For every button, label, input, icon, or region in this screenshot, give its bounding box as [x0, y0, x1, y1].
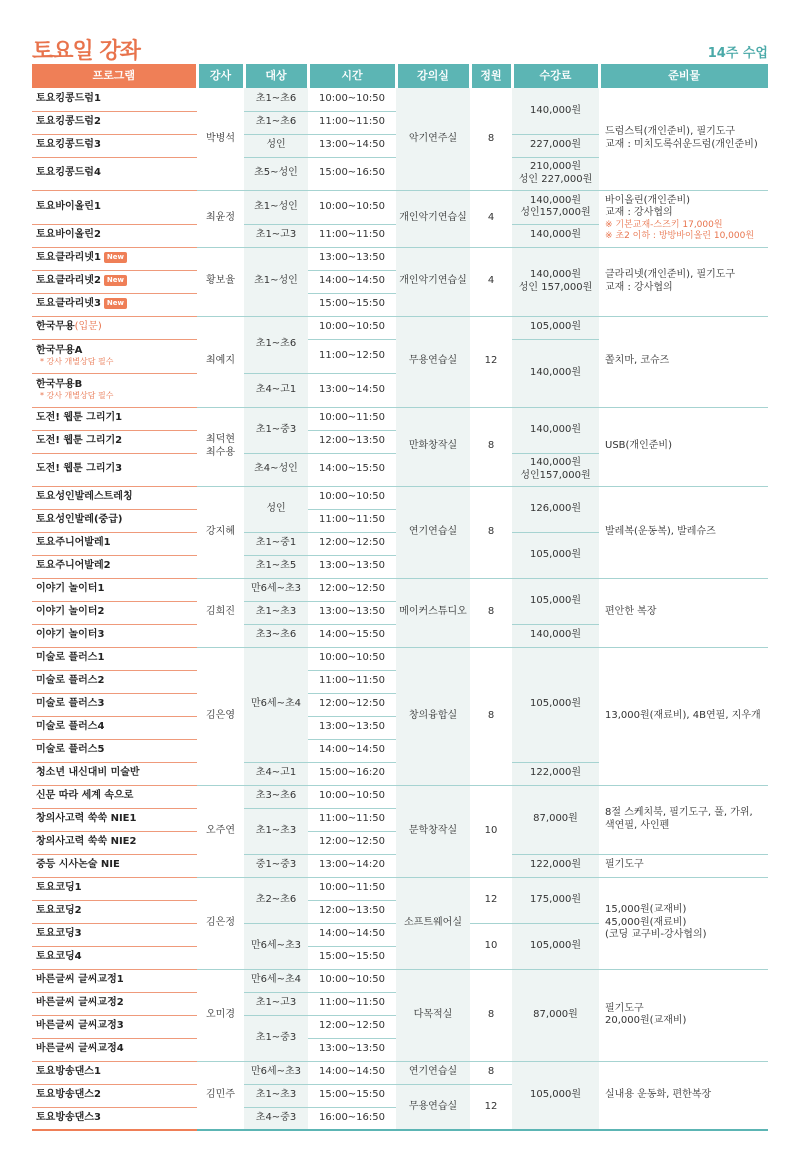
fee: [512, 453, 599, 486]
program-name: 이야기 놀이터2: [32, 601, 197, 624]
fee: 122,000원: [512, 854, 599, 877]
table-row: [32, 486, 768, 509]
time: 12:00~12:50: [308, 532, 396, 555]
fee: 105,000원: [512, 1061, 599, 1130]
room: 무용연습실: [396, 1084, 470, 1130]
target: 만6세~초4: [244, 647, 308, 762]
teacher: 김희진: [197, 578, 244, 647]
prep: 편안한 복장: [599, 578, 768, 647]
fee: 140,000원: [512, 224, 599, 247]
teacher: 황보율: [197, 247, 244, 316]
fee: 105,000원: [512, 316, 599, 339]
program-name: 미술로 플러스2: [32, 670, 197, 693]
time: 11:00~11:50: [308, 509, 396, 532]
program-name: 토요성인발레(중급): [32, 509, 197, 532]
time: 13:00~13:50: [308, 601, 396, 624]
room: 연기연습실: [396, 486, 470, 578]
prep-line: 교재 : 강사협의: [605, 281, 673, 293]
time: 12:00~13:50: [308, 900, 396, 923]
fee: 175,000원: [512, 877, 599, 923]
new-badge: New: [104, 252, 127, 263]
target: 만6세~초3: [244, 1061, 308, 1084]
fee: 126,000원: [512, 486, 599, 532]
table-row: [32, 88, 768, 111]
capacity: 8: [470, 969, 512, 1061]
fee: [512, 247, 599, 316]
program-name: 신문 따라 세계 속으로: [32, 785, 197, 808]
table-row: [32, 969, 768, 992]
target: 초1~초3: [244, 1084, 308, 1107]
program-name: 토요킹콩드럼2: [32, 111, 197, 134]
room: 만화창작실: [396, 407, 470, 486]
target: 초1~고3: [244, 992, 308, 1015]
col-prep: 준비물: [599, 64, 768, 88]
prep: [599, 88, 768, 190]
program-name: 토요코딩1: [32, 877, 197, 900]
time: 10:00~10:50: [308, 486, 396, 509]
program-label: 토요클라리넷2: [36, 275, 101, 287]
fee: 105,000원: [512, 532, 599, 578]
teacher: 박병석: [197, 88, 244, 190]
time: 11:00~12:50: [308, 339, 396, 373]
table-row: [32, 190, 768, 224]
capacity: 10: [470, 785, 512, 877]
program-name: 토요주니어발레1: [32, 532, 197, 555]
program-label: 한국무용A: [36, 344, 83, 356]
program-name: 창의사고력 쑥쑥 NIE2: [32, 831, 197, 854]
program-label: 한국무용: [36, 321, 75, 333]
teacher: [197, 407, 244, 486]
room: 연기연습실: [396, 1061, 470, 1084]
capacity: 12: [470, 877, 512, 923]
program-name: [32, 293, 197, 316]
fee: [512, 190, 599, 224]
program-name: 토요방송댄스1: [32, 1061, 197, 1084]
prep: [599, 785, 768, 854]
fee-line: 성인 157,000원: [518, 281, 593, 293]
time: 12:00~12:50: [308, 578, 396, 601]
program-name: 창의사고력 쑥쑥 NIE1: [32, 808, 197, 831]
prep-line: 20,000원(교재비): [605, 1015, 687, 1026]
target: 초3~초6: [244, 624, 308, 647]
prep-line: 바이올린(개인준비): [605, 194, 691, 206]
prep-line: 드럼스틱(개인준비), 필기도구: [605, 126, 736, 138]
target: 초1~중3: [244, 407, 308, 453]
table-row: [32, 578, 768, 601]
program-name: 미술로 플러스3: [32, 693, 197, 716]
prep-line: (코딩 교구비-강사협의): [605, 929, 707, 941]
time: 10:00~10:50: [308, 190, 396, 224]
prep-line: 8절 스케치북, 필기도구, 풀, 가위,: [605, 807, 753, 818]
target: 초4~중3: [244, 1107, 308, 1130]
table-row: [32, 877, 768, 900]
col-fee: 수강료: [512, 64, 599, 88]
program-note: * 강사 개별상담 필수: [40, 391, 114, 401]
fee: 87,000원: [512, 785, 599, 854]
program-name: 이야기 놀이터3: [32, 624, 197, 647]
program-name: 토요방송댄스2: [32, 1084, 197, 1107]
time: 16:00~16:50: [308, 1107, 396, 1130]
prep-line: 색연필, 사인펜: [605, 819, 670, 831]
capacity: 8: [470, 407, 512, 486]
time: 15:00~15:50: [308, 293, 396, 316]
prep: USB(개인준비): [599, 407, 768, 486]
fee-line: 140,000원: [529, 269, 581, 280]
target: 초1~고3: [244, 224, 308, 247]
program-label: 한국무용B: [36, 378, 83, 390]
prep: 쫄치마, 코슈즈: [599, 316, 768, 407]
program-name: 미술로 플러스4: [32, 716, 197, 739]
fee: 105,000원: [512, 647, 599, 762]
time: 13:00~13:50: [308, 1038, 396, 1061]
teacher: 오주연: [197, 785, 244, 877]
room: 메이커스튜디오: [396, 578, 470, 647]
capacity: 4: [470, 247, 512, 316]
target: 초1~중1: [244, 532, 308, 555]
teacher-line: 최덕현: [206, 434, 235, 445]
program-name: 바른글씨 글씨교정2: [32, 992, 197, 1015]
room: 다목적실: [396, 969, 470, 1061]
program-name: 미술로 플러스1: [32, 647, 197, 670]
fee-line: 140,000원: [529, 194, 581, 206]
course-table: [32, 64, 768, 1131]
prep-note: ※ 기본교재-스즈키 17,000원: [605, 219, 723, 230]
col-program: 프로그램: [32, 64, 197, 88]
target: 성인: [244, 134, 308, 157]
target: 초1~초6: [244, 88, 308, 111]
time: 13:00~14:20: [308, 854, 396, 877]
program-note: * 강사 개별상담 필수: [40, 357, 114, 367]
program-name: [32, 339, 197, 373]
target: 만6세~초3: [244, 578, 308, 601]
table-row: [32, 247, 768, 270]
room: 소프트웨어실: [396, 877, 470, 969]
col-target: 대상: [244, 64, 308, 88]
fee: 227,000원: [512, 134, 599, 157]
fee-line: 성인157,000원: [520, 469, 591, 481]
target: 초1~초5: [244, 555, 308, 578]
prep: [599, 877, 768, 969]
target: 초3~초6: [244, 785, 308, 808]
col-room: 강의실: [396, 64, 470, 88]
time: 15:00~16:20: [308, 762, 396, 785]
time: 13:00~13:50: [308, 555, 396, 578]
program-sub: (입문): [74, 321, 102, 333]
fee: 140,000원: [512, 407, 599, 453]
program-name: 이야기 놀이터1: [32, 578, 197, 601]
time: 10:00~10:50: [308, 785, 396, 808]
program-name: 토요킹콩드럼4: [32, 157, 197, 190]
program-label: 토요클라리넷3: [36, 298, 101, 310]
program-name: 토요바이올린2: [32, 224, 197, 247]
teacher: 강지혜: [197, 486, 244, 578]
fee-line: 140,000원: [529, 457, 581, 468]
program-name: 도전! 웹툰 그리기2: [32, 430, 197, 453]
program-name: 토요방송댄스3: [32, 1107, 197, 1130]
program-name: 바른글씨 글씨교정4: [32, 1038, 197, 1061]
col-capacity: 정원: [470, 64, 512, 88]
target: 초4~고1: [244, 373, 308, 407]
fee: [512, 157, 599, 190]
program-name: 토요코딩4: [32, 946, 197, 969]
room: 악기연주실: [396, 88, 470, 190]
capacity: 8: [470, 486, 512, 578]
time: 12:00~12:50: [308, 693, 396, 716]
time: 11:00~11:50: [308, 224, 396, 247]
prep-line: 교재 : 미치도록쉬운드럼(개인준비): [605, 138, 758, 150]
prep: 실내용 운동화, 편한복장: [599, 1061, 768, 1130]
program-name: 토요킹콩드럼3: [32, 134, 197, 157]
target: 초1~초3: [244, 808, 308, 854]
program-name: [32, 373, 197, 407]
program-name: 바른글씨 글씨교정3: [32, 1015, 197, 1038]
capacity: 8: [470, 88, 512, 190]
time: 11:00~11:50: [308, 670, 396, 693]
program-name: 토요바이올린1: [32, 190, 197, 224]
capacity: 4: [470, 190, 512, 247]
capacity: 8: [470, 1061, 512, 1084]
table-row: [32, 647, 768, 670]
time: 12:00~12:50: [308, 1015, 396, 1038]
target: 초1~성인: [244, 247, 308, 316]
time: 14:00~15:50: [308, 624, 396, 647]
program-name: 미술로 플러스5: [32, 739, 197, 762]
prep: [599, 247, 768, 316]
time: 12:00~12:50: [308, 831, 396, 854]
prep-note: ※ 초2 이하 : 방방바이올린 10,000원: [605, 231, 755, 241]
fee: 140,000원: [512, 339, 599, 407]
time: 13:00~13:50: [308, 716, 396, 739]
time: 10:00~11:50: [308, 407, 396, 430]
table-row: [32, 316, 768, 339]
target: 만6세~초4: [244, 969, 308, 992]
program-name: 토요킹콩드럼1: [32, 88, 197, 111]
prep-line: 클라리넷(개인준비), 필기도구: [605, 269, 736, 280]
prep-line: 필기도구: [605, 1002, 644, 1014]
program-name: 토요코딩3: [32, 923, 197, 946]
target: 초1~중3: [244, 1015, 308, 1061]
capacity: 8: [470, 647, 512, 785]
target: 성인: [244, 486, 308, 532]
time: 13:00~14:50: [308, 373, 396, 407]
room: 개인악기연습실: [396, 247, 470, 316]
teacher: 최윤정: [197, 190, 244, 247]
program-name: 청소년 내신대비 미술반: [32, 762, 197, 785]
room: 창의융합실: [396, 647, 470, 785]
teacher: 김민주: [197, 1061, 244, 1130]
time: 11:00~11:50: [308, 111, 396, 134]
col-time: 시간: [308, 64, 396, 88]
prep-line: 45,000원(재료비): [605, 916, 687, 928]
fee-line: 성인157,000원: [520, 207, 591, 218]
time: 14:00~15:50: [308, 453, 396, 486]
time: 10:00~10:50: [308, 647, 396, 670]
fee: 140,000원: [512, 624, 599, 647]
table-row: [32, 1061, 768, 1084]
program-label: 토요클라리넷1: [36, 252, 101, 264]
teacher: 최예지: [197, 316, 244, 407]
fee: 105,000원: [512, 923, 599, 969]
target: 초1~초3: [244, 601, 308, 624]
room: 개인악기연습실: [396, 190, 470, 247]
fee: 87,000원: [512, 969, 599, 1061]
time: 10:00~10:50: [308, 88, 396, 111]
program-name: 도전! 웹툰 그리기3: [32, 453, 197, 486]
program-name: 토요성인발레스트레칭: [32, 486, 197, 509]
col-teacher: 강사: [197, 64, 244, 88]
prep: [599, 190, 768, 247]
capacity: 12: [470, 316, 512, 407]
target: 초1~초6: [244, 316, 308, 373]
table-row: [32, 785, 768, 808]
weeks-label: 14주 수업: [707, 46, 768, 61]
time: 15:00~15:50: [308, 946, 396, 969]
program-name: 중등 시사논술 NIE: [32, 854, 197, 877]
prep-line: 15,000원(교재비): [605, 904, 687, 916]
page-title: 토요일 강좌: [32, 39, 140, 64]
table-row: [32, 407, 768, 430]
time: 14:00~14:50: [308, 1061, 396, 1084]
fee: 140,000원: [512, 88, 599, 134]
program-name: 바른글씨 글씨교정1: [32, 969, 197, 992]
room: 무용연습실: [396, 316, 470, 407]
teacher: 오미경: [197, 969, 244, 1061]
time: 15:00~16:50: [308, 157, 396, 190]
time: 10:00~11:50: [308, 877, 396, 900]
program-name: 토요코딩2: [32, 900, 197, 923]
target: 초1~성인: [244, 190, 308, 224]
header-row: [32, 64, 768, 88]
prep-line: 교재 : 강사협의: [605, 207, 673, 219]
room: 문학창작실: [396, 785, 470, 877]
target: 초4~성인: [244, 453, 308, 486]
prep: 발레복(운동복), 발레슈즈: [599, 486, 768, 578]
teacher: 김은정: [197, 877, 244, 969]
capacity: 8: [470, 578, 512, 647]
prep: 필기도구: [599, 854, 768, 877]
time: 14:00~14:50: [308, 739, 396, 762]
program-name: [32, 270, 197, 293]
target: 초5~성인: [244, 157, 308, 190]
fee: 122,000원: [512, 762, 599, 785]
time: 10:00~10:50: [308, 969, 396, 992]
time: 14:00~14:50: [308, 270, 396, 293]
time: 12:00~13:50: [308, 430, 396, 453]
fee-line: 210,000원: [529, 161, 581, 172]
program-name: [32, 316, 197, 339]
time: 10:00~10:50: [308, 316, 396, 339]
teacher: 김은영: [197, 647, 244, 785]
new-badge: New: [104, 275, 127, 286]
teacher-line: 최수용: [206, 446, 235, 458]
capacity: 10: [470, 923, 512, 969]
program-name: 토요주니어발레2: [32, 555, 197, 578]
time: 13:00~13:50: [308, 247, 396, 270]
program-name: 도전! 웹툰 그리기1: [32, 407, 197, 430]
target: 만6세~초3: [244, 923, 308, 969]
prep: [599, 969, 768, 1061]
fee: 105,000원: [512, 578, 599, 624]
target: 초4~고1: [244, 762, 308, 785]
time: 14:00~14:50: [308, 923, 396, 946]
time: 11:00~11:50: [308, 808, 396, 831]
time: 13:00~14:50: [308, 134, 396, 157]
program-name: [32, 247, 197, 270]
target: 초2~초6: [244, 877, 308, 923]
time: 11:00~11:50: [308, 992, 396, 1015]
fee-line: 성인 227,000원: [518, 173, 593, 185]
target: 초1~초6: [244, 111, 308, 134]
time: 15:00~15:50: [308, 1084, 396, 1107]
target: 중1~중3: [244, 854, 308, 877]
capacity: 12: [470, 1084, 512, 1130]
new-badge: New: [104, 298, 127, 309]
prep: 13,000원(재료비), 4B연필, 지우개: [599, 647, 768, 785]
